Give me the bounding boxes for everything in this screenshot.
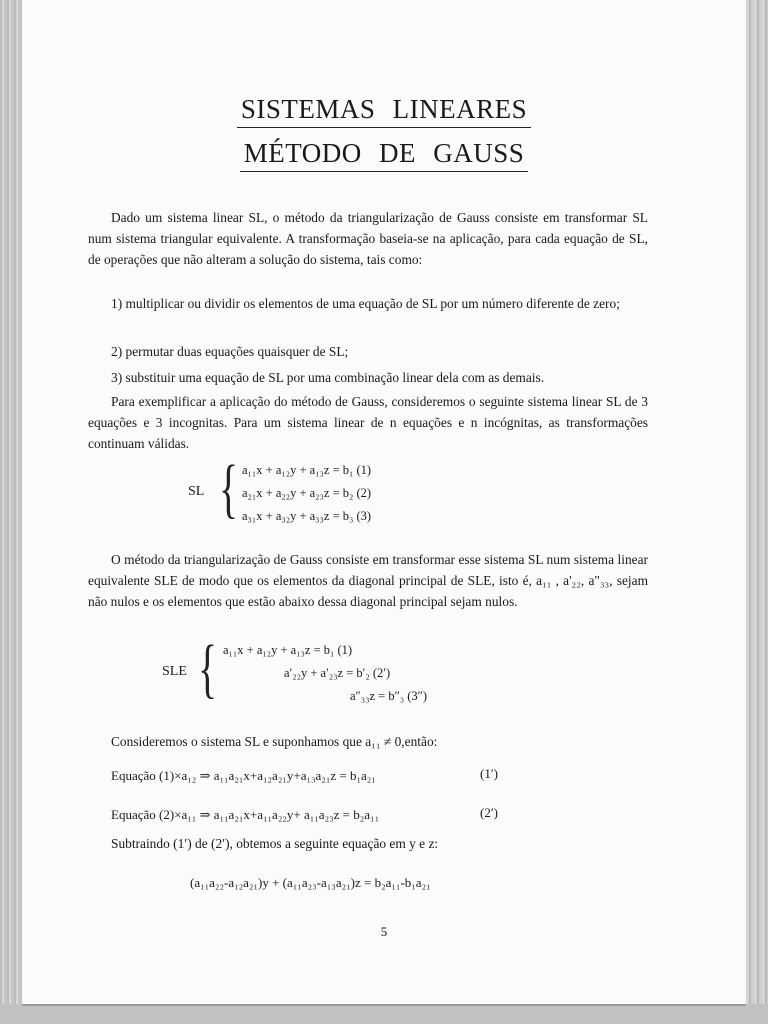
consider-paragraph: Consideremos o sistema SL e suponhamos que a₁₁ ≠ 0,então: xyxy=(111,734,438,749)
equation-1-prime: Equação (1)×a₁₂ ⇒ a₁₁a₂₁x+a₁₂a₂₁y+a₁₃a₂₁z = b₁a₂₁ xyxy=(111,768,376,783)
sle-equation-2: a′₂₂y + a′₂₃z = b′₂ (2′) xyxy=(284,666,391,680)
sle-equation-3: a″₃₃z = b″₃ (3″) xyxy=(350,689,428,703)
sl-label: SL xyxy=(188,484,205,499)
title-line-1: SISTEMAS LINEARES xyxy=(237,94,531,128)
equation-1-prime-tag: (1′) xyxy=(480,766,499,781)
intro-paragraph: Dado um sistema linear SL, o método da triangularização de Gauss consiste em transformar SL num sistema triangular equivalente. A transformação baseia-se na aplicação, para cada equação de SL, de operações que não alteram a solução do sistema, tais como: xyxy=(88,210,648,267)
subtract-paragraph: Subtraindo (1′) de (2′), obtemos a seguinte equação em y e z: xyxy=(111,836,439,851)
scan-bottom-strip xyxy=(0,1004,768,1024)
sle-equation-1: a₁₁x + a₁₂y + a₁₃z = b₁ (1) xyxy=(223,643,353,657)
page-number: 5 xyxy=(380,924,388,939)
method-paragraph: O método da triangularização de Gauss consiste em transformar esse sistema SL num sistema linear equivalente SLE de modo que os elementos da diagonal principal de SLE, isto é, a₁₁ , a'₂₂, a"₃₃, sejam não nulos e os elementos que estão abaixo dessa diagonal principal sejam nulos. xyxy=(88,552,648,609)
sl-equation-3: a₃₁x + a₃₂y + a₃₃z = b₃ (3) xyxy=(242,509,372,523)
sle-label: SLE xyxy=(162,664,187,679)
sl-equation-2: a₂₁x + a₂₂y + a₂₃z = b₂ (2) xyxy=(242,486,372,500)
equation-2-prime: Equação (2)×a₁₁ ⇒ a₁₁a₂₁x+a₁₁a₂₂y+ a₁₁a₂₃z = b₂a₁₁ xyxy=(111,807,380,822)
example-paragraph: Para exemplificar a aplicação do método de Gauss, consideremos o seguinte sistema linear SL de 3 equações e 3 incognitas. Para um sistema linear de n equações e n incógnitas, as transformações continuam válidas. xyxy=(88,394,648,451)
scan-edge-right xyxy=(746,0,768,1024)
result-equation: (a₁₁a₂₂-a₁₂a₂₁)y + (a₁₁a₂₃-a₁₃a₂₁)z = b₂a₁₁-b₁a₂₁ xyxy=(190,875,431,890)
sle-brace: { xyxy=(198,632,218,705)
sl-equation-1: a₁₁x + a₁₂y + a₁₃z = b₁ (1) xyxy=(242,463,372,477)
page-subtitle xyxy=(22,138,746,172)
page-title xyxy=(22,94,746,128)
sl-brace: { xyxy=(219,452,239,525)
equation-2-prime-tag: (2′) xyxy=(480,805,499,820)
rule-2: 2) permutar duas equações quaisquer de SL; xyxy=(111,344,349,359)
rule-1: 1) multiplicar ou dividir os elementos de uma equação de SL por um número diferente de zero; xyxy=(111,296,620,311)
rule-3: 3) substituir uma equação de SL por uma combinação linear dela com as demais. xyxy=(111,370,545,385)
document-page xyxy=(22,0,746,1004)
title-line-2: MÉTODO DE GAUSS xyxy=(240,138,529,172)
scan-edge-left xyxy=(0,0,22,1024)
